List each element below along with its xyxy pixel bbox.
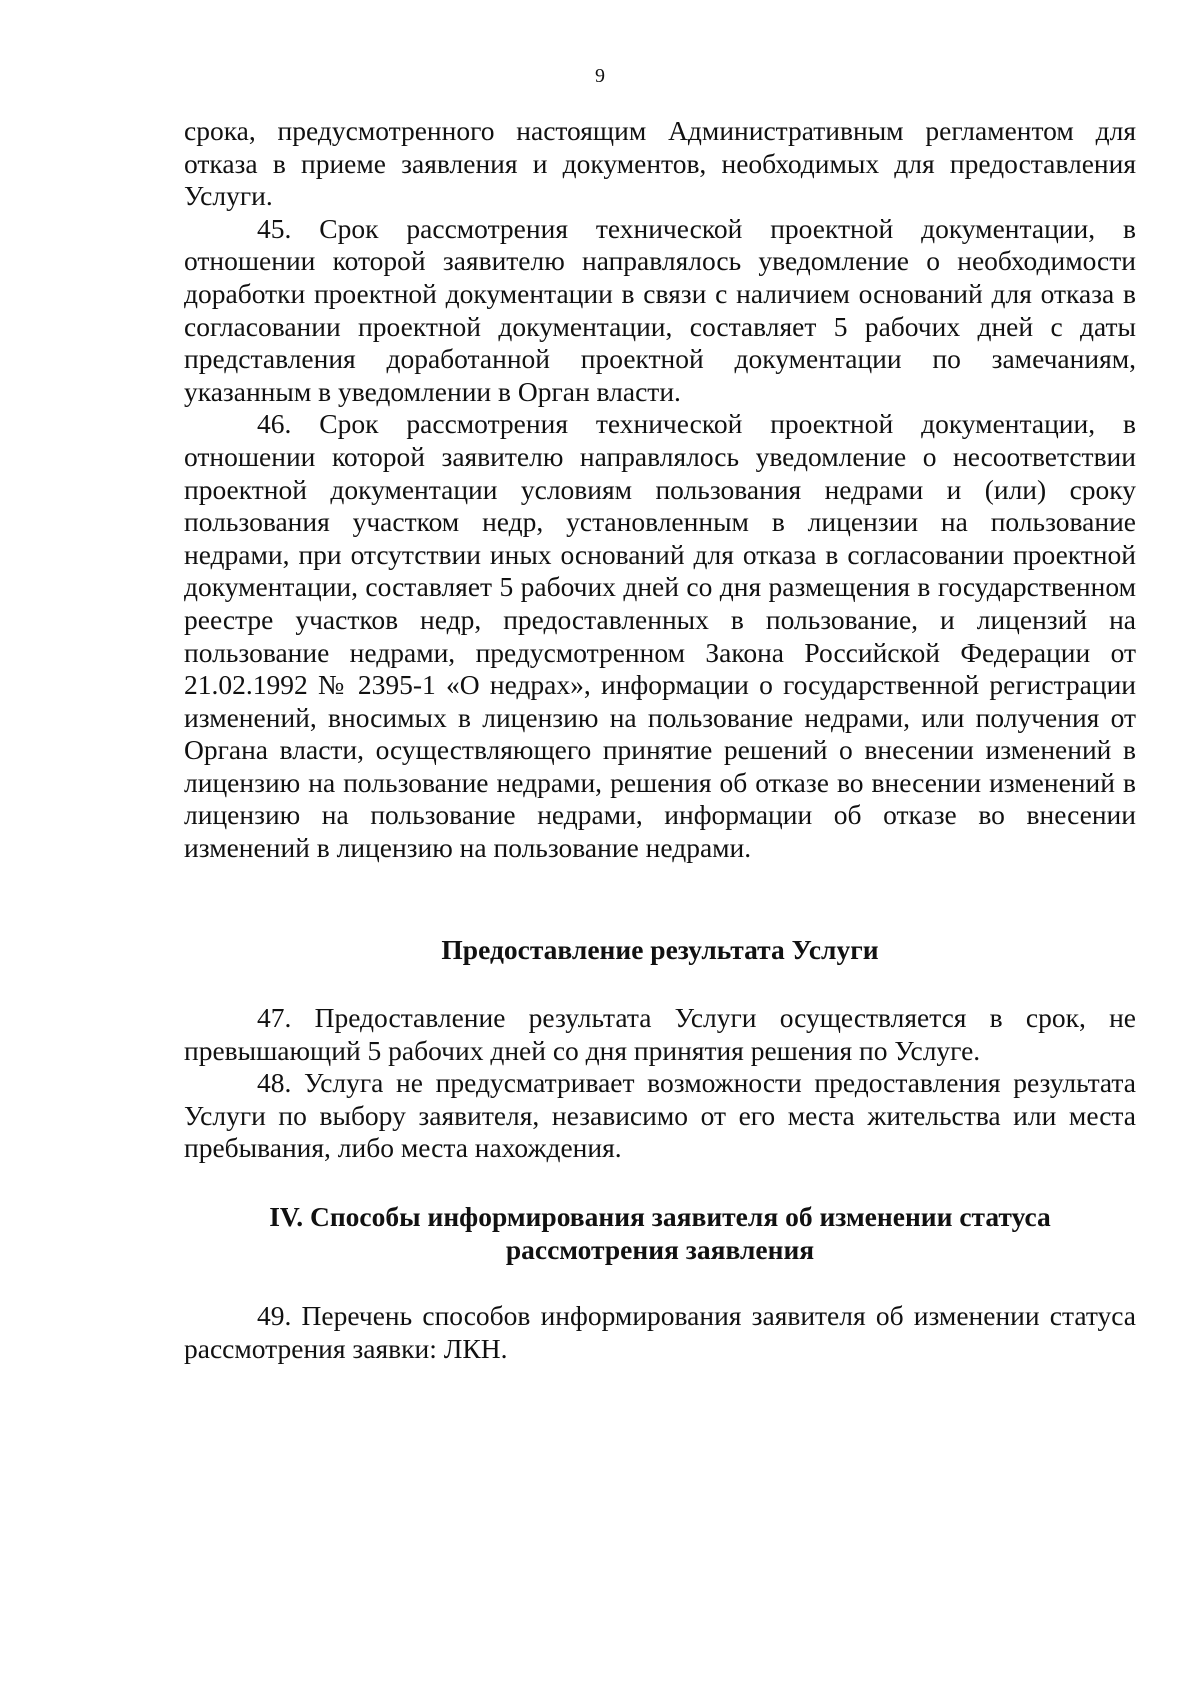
text-block-continuation (184, 115, 1136, 865)
text-block-informing (184, 1300, 1136, 1365)
section-heading-result: Предоставление результата Услуги (441, 934, 879, 965)
section-heading-informing (184, 1200, 1136, 1266)
paragraph-46: 46. Срок рассмотрения технической проектной документации, в отношении которой заявителю направлялось уведомление о несоответствии проектной документации условиям пользования недрами и (или) сроку пользования участком недр, установленным в лицензии на пользование недрами, при отсутствии иных оснований для отказа в согласовании проектной документации, составляет 5 рабочих дней со дня размещения в государственном реестре участков недр, предоставленных в пользование, и лицензий на пользование недрами, предусмотренном Закона Российской Федерации от 21.02.1992 № 2395-1 «О недрах», информации о государственной регистрации изменений, вносимых в лицензию на пользование недрами, или получения от Органа власти, осуществляющего принятие решений о внесении изменений в лицензию на пользование недрами, решения об отказе во внесении изменений в лицензию на пользование недрами, информации об отказе во внесении изменений в лицензию на пользование недрами. (184, 408, 1136, 864)
paragraph-48: 48. Услуга не предусматривает возможности предоставления результата Услуги по выбору заявителя, независимо от его места жительства или места пребывания, либо места нахождения. (184, 1067, 1136, 1164)
section-heading-informing-line2: рассмотрения заявления (505, 1234, 815, 1265)
section-heading-informing-line1: IV. Способы информирования заявителя об изменении статуса (269, 1201, 1051, 1232)
paragraph-47: 47. Предоставление результата Услуги осуществляется в срок, не превышающий 5 рабочих дней со дня принятия решения по Услуге. (184, 1002, 1136, 1066)
paragraph-49: 49. Перечень способов информирования заявителя об изменении статуса рассмотрения заявки: ЛКН. (184, 1300, 1136, 1364)
paragraph-45: 45. Срок рассмотрения технической проектной документации, в отношении которой заявителю направлялось уведомление о необходимости доработки проектной документации в связи с наличием оснований для отказа в согласовании проектной документации, составляет 5 рабочих дней с даты представления доработанной проектной документации по замечаниям, указанным в уведомлении в Орган власти. (184, 212, 1136, 407)
paragraph-continuation: срока, предусмотренного настоящим Административным регламентом для отказа в приеме заявления и документов, необходимых для предоставления Услуги. (184, 115, 1136, 212)
page-number: 9 (595, 65, 605, 87)
text-block-result (184, 1002, 1136, 1165)
